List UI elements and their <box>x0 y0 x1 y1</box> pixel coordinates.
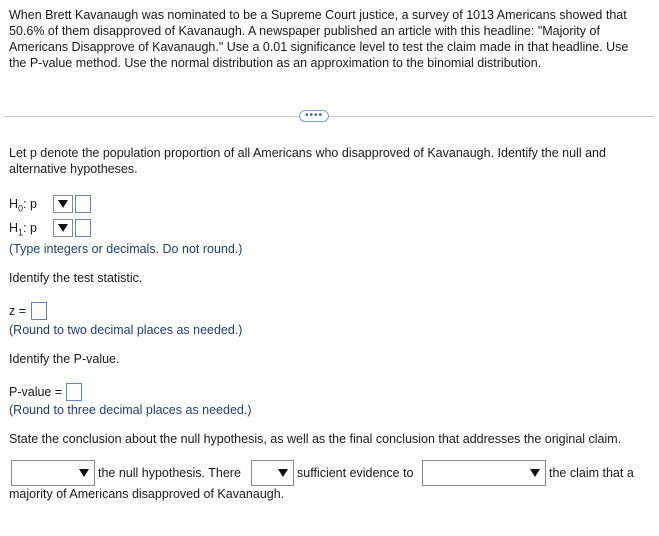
test-statistic-prompt: Identify the test statistic. <box>9 271 143 285</box>
conclusion-prompt: State the conclusion about the null hypothesis, as well as the final conclusion that addresses the original claim. <box>9 432 622 446</box>
null-decision-dropdown[interactable] <box>11 460 95 486</box>
hypotheses-hint: (Type integers or decimals. Do not round.) <box>9 242 243 256</box>
chevron-down-icon <box>278 469 288 477</box>
p-value-hint: (Round to three decimal places as needed.) <box>9 403 252 417</box>
p-value-prompt: Identify the P-value. <box>9 352 120 366</box>
chevron-down-icon <box>58 200 68 208</box>
h1-subscript: 1 <box>18 227 24 238</box>
h0-label <box>9 195 37 213</box>
h0-value-input[interactable] <box>75 195 91 213</box>
chevron-down-icon <box>58 224 68 232</box>
h1-operator-dropdown[interactable] <box>53 219 73 237</box>
h0-operator-dropdown[interactable] <box>53 195 73 213</box>
hypotheses-prompt: Let p denote the population proportion of all Americans who disapproved of Kavanaugh. Identify the null and alternative hypotheses. <box>9 146 606 176</box>
h0-param: : p <box>23 197 37 211</box>
p-value-label: P-value = <box>9 385 63 399</box>
z-label: z = <box>9 304 27 318</box>
chevron-down-icon <box>530 469 540 477</box>
h0-subscript: 0 <box>18 203 24 214</box>
conclusion-text-2: sufficient evidence to <box>297 466 414 480</box>
chevron-down-icon <box>79 469 89 477</box>
evidence-dropdown[interactable] <box>251 460 294 486</box>
claim-action-dropdown[interactable] <box>422 460 546 486</box>
test-statistic-hint: (Round to two decimal places as needed.) <box>9 323 243 337</box>
conclusion-text-3: the claim that a <box>549 466 634 480</box>
conclusion-text-4: majority of Americans disapproved of Kavanaugh. <box>9 487 285 501</box>
conclusion-text-1: the null hypothesis. There <box>98 466 241 480</box>
z-value-input[interactable] <box>31 302 47 320</box>
problem-text: When Brett Kavanaugh was nominated to be a Supreme Court justice, a survey of 1013 Americans showed that 50.6% of them disapproved of Kavanaugh. A newspaper published an article with this headline: "Majority of Americans Disapprove of Kavanaugh." Use a 0.01 significance level to test the claim made in that headline. Use the P-value method. Use the normal distribution as an approximation to the binomial distribution. <box>9 8 629 70</box>
h1-letter: H <box>9 221 19 235</box>
h1-value-input[interactable] <box>75 219 91 237</box>
h1-label <box>9 219 37 237</box>
more-options-button[interactable]: •••• <box>299 110 329 122</box>
p-value-input[interactable] <box>66 383 82 401</box>
h0-letter: H <box>9 197 19 211</box>
h1-param: : p <box>23 221 37 235</box>
